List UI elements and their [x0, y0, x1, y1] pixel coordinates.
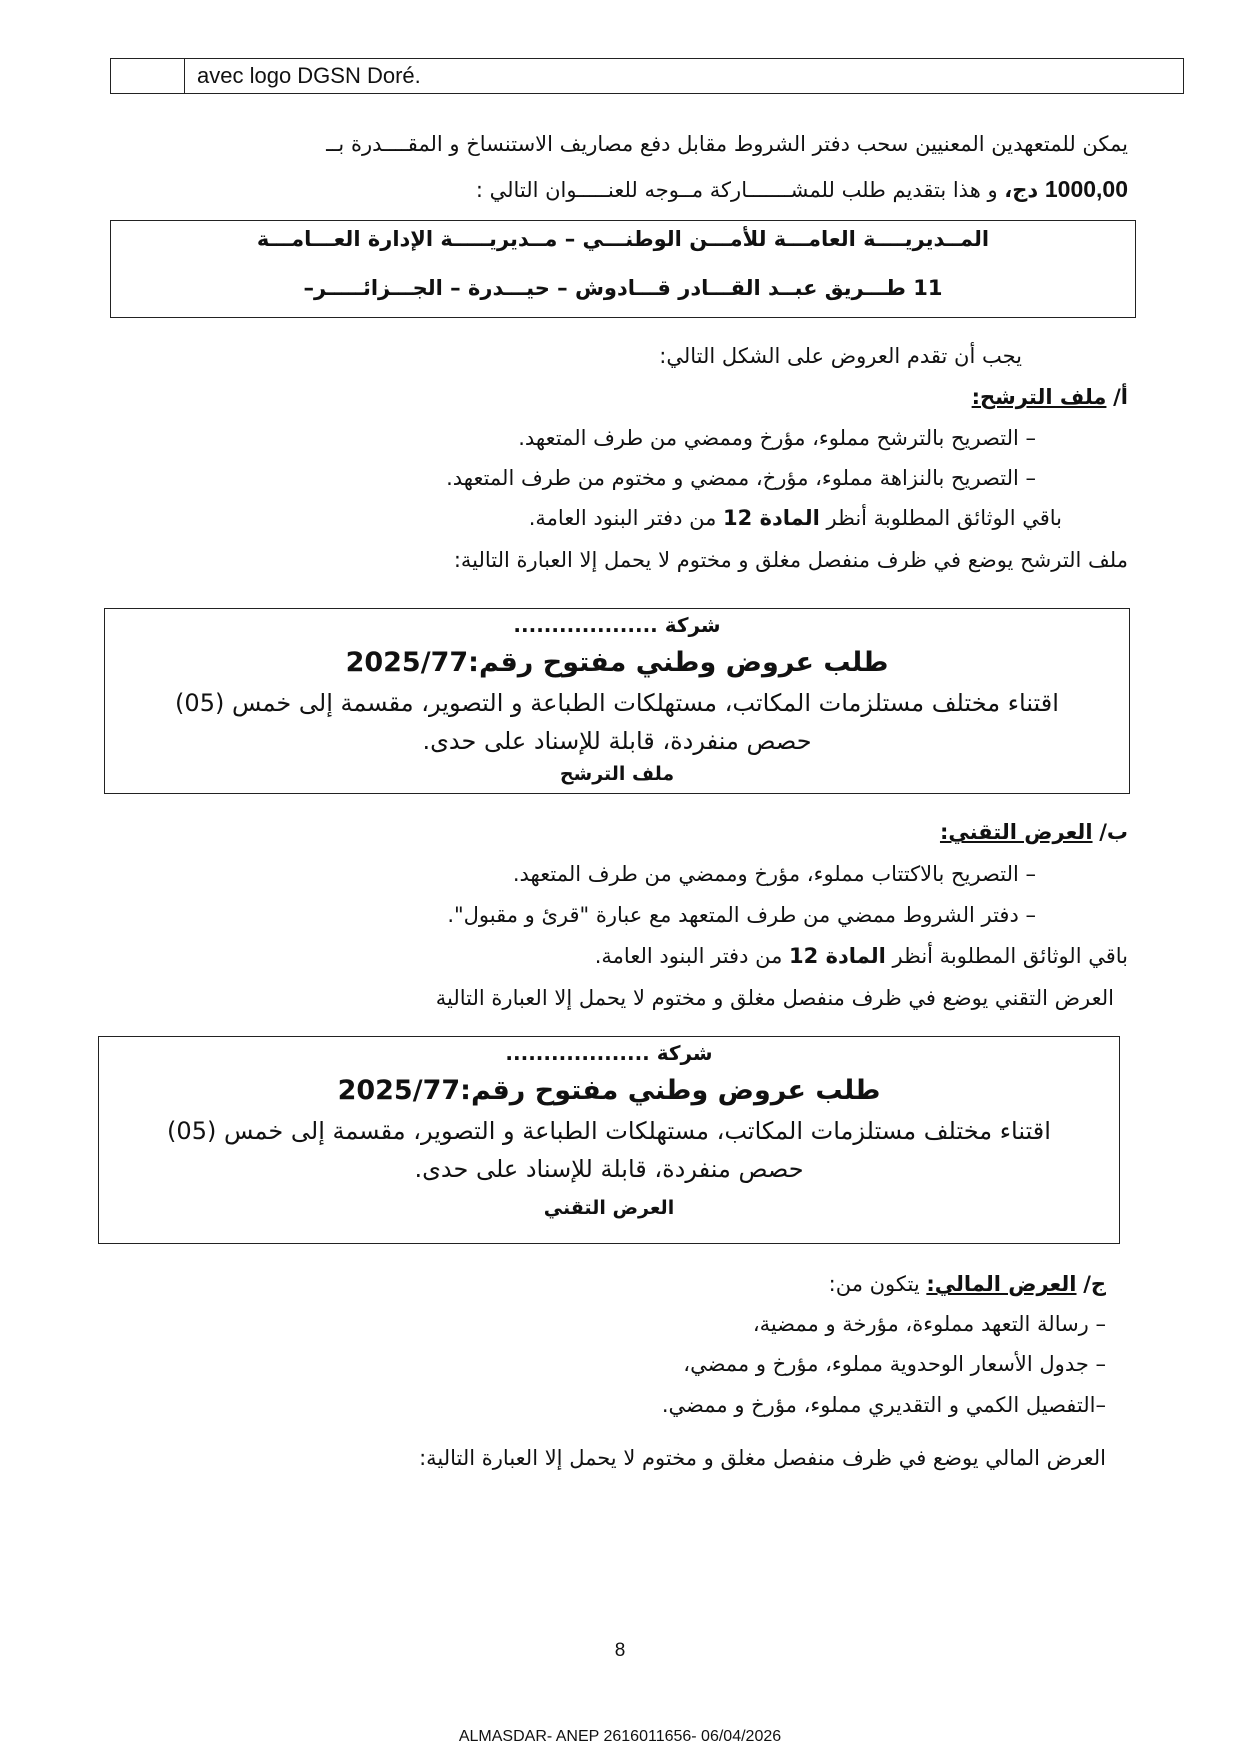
- section-b-envelope: العرض التقني يوضع في ظرف منفصل مغلق و مختوم لا يحمل إلا العبارة التالية: [435, 986, 1114, 1010]
- section-c-heading: [829, 1272, 1106, 1296]
- section-c-title-rest: يتكون من:: [828, 1272, 927, 1296]
- intro-amount: 1000,00: [1044, 176, 1128, 202]
- address-line-2: 11 طـــريق عبــد القـــادر قـــادوش – حيـــدرة – الجـــزائـــــر–: [303, 276, 943, 300]
- section-b-heading: [940, 820, 1128, 844]
- envelope-box-a: [104, 608, 1130, 794]
- section-c-title: العرض المالي:: [926, 1272, 1077, 1296]
- address-line-1: المــديريــــة العامـــة للأمـــن الوطنـــي – مــديريـــــة الإدارة العـــامـــة: [256, 227, 990, 251]
- intro-currency: دج،: [1004, 178, 1039, 202]
- intro-line-1: يمكن للمتعهدين المعنيين سحب دفتر الشروط مقابل دفع مصاريف الاستنساخ و المقــــدرة بــ: [326, 132, 1128, 156]
- box-a-desc-2: حصص منفردة، قابلة للإسناد على حدى.: [422, 727, 812, 755]
- box-b-label: العرض التقني: [543, 1197, 675, 1219]
- box-a-desc-1: اقتناء مختلف مستلزمات المكاتب، مستهلكات الطباعة و التصوير، مقسمة إلى خمس (05): [175, 689, 1059, 717]
- envelope-box-b: [98, 1036, 1120, 1244]
- section-a-docs-bold: المادة 12: [723, 506, 820, 530]
- section-a-item-2: – التصريح بالنزاهة مملوء، مؤرخ، ممضي و مختوم من طرف المتعهد.: [446, 466, 1036, 490]
- box-a-tender: طلب عروض وطني مفتوح رقم:2025/77: [345, 647, 889, 678]
- intro-line-2: [476, 176, 1128, 203]
- section-c-item-3: –التفصيل الكمي و التقديري مملوء، مؤرخ و ممضي.: [661, 1393, 1106, 1417]
- box-a-company: شركة ...................: [513, 613, 721, 637]
- box-b-desc-1: اقتناء مختلف مستلزمات المكاتب، مستهلكات الطباعة و التصوير، مقسمة إلى خمس (05): [167, 1117, 1051, 1145]
- section-b-title: العرض التقني:: [939, 820, 1093, 844]
- offers-intro: يجب أن تقدم العروض على الشكل التالي:: [659, 344, 1022, 368]
- section-a-item-1: – التصريح بالترشح مملوء، مؤرخ وممضي من طرف المتعهد.: [518, 426, 1036, 450]
- box-b-company: شركة ...................: [505, 1041, 713, 1065]
- top-table-row: [110, 58, 1184, 94]
- box-b-tender: طلب عروض وطني مفتوح رقم:2025/77: [337, 1075, 881, 1106]
- address-box: [110, 220, 1136, 318]
- box-a-label: ملف الترشح: [559, 763, 675, 785]
- section-b-docs: [595, 944, 1128, 968]
- table-cell-text: avec logo DGSN Doré.: [197, 63, 421, 88]
- section-b-item-2: – دفتر الشروط ممضي من طرف المتعهد مع عبارة "قرئ و مقبول".: [447, 903, 1036, 927]
- intro-line-2-rest: و هذا بتقديم طلب للمشـــــــاركة مــوجه للعنـــــوان التالي :: [475, 178, 1005, 202]
- section-b-docs-post: من دفتر البنود العامة.: [594, 944, 790, 968]
- section-b-docs-pre: باقي الوثائق المطلوبة أنظر: [885, 944, 1128, 968]
- section-c-envelope: العرض المالي يوضع في ظرف منفصل مغلق و مختوم لا يحمل إلا العبارة التالية:: [419, 1446, 1106, 1470]
- section-a-envelope: ملف الترشح يوضع في ظرف منفصل مغلق و مختوم لا يحمل إلا العبارة التالية:: [453, 548, 1128, 572]
- section-a-docs-pre: باقي الوثائق المطلوبة أنظر: [819, 506, 1062, 530]
- footer-reference: ALMASDAR- ANEP 2616011656- 06/04/2026: [458, 1728, 782, 1745]
- section-c-prefix: ج/: [1083, 1272, 1106, 1296]
- section-c-item-2: – جدول الأسعار الوحدوية مملوء، مؤرخ و ممضي،: [683, 1352, 1106, 1376]
- section-b-prefix: ب/: [1099, 820, 1128, 844]
- box-b-desc-2: حصص منفردة، قابلة للإسناد على حدى.: [414, 1155, 804, 1183]
- section-b-item-1: – التصريح بالاكتتاب مملوء، مؤرخ وممضي من طرف المتعهد.: [512, 862, 1036, 886]
- section-b-docs-bold: المادة 12: [789, 944, 886, 968]
- section-a-heading: [972, 385, 1128, 409]
- page-number: 8: [614, 1640, 626, 1661]
- table-empty-cell: [111, 59, 185, 93]
- section-c-item-1: – رسالة التعهد مملوءة، مؤرخة و ممضية،: [752, 1312, 1106, 1336]
- section-a-title: ملف الترشح:: [971, 385, 1107, 409]
- section-a-prefix: أ/: [1113, 385, 1128, 409]
- section-a-docs: [529, 506, 1062, 530]
- section-a-docs-post: من دفتر البنود العامة.: [528, 506, 724, 530]
